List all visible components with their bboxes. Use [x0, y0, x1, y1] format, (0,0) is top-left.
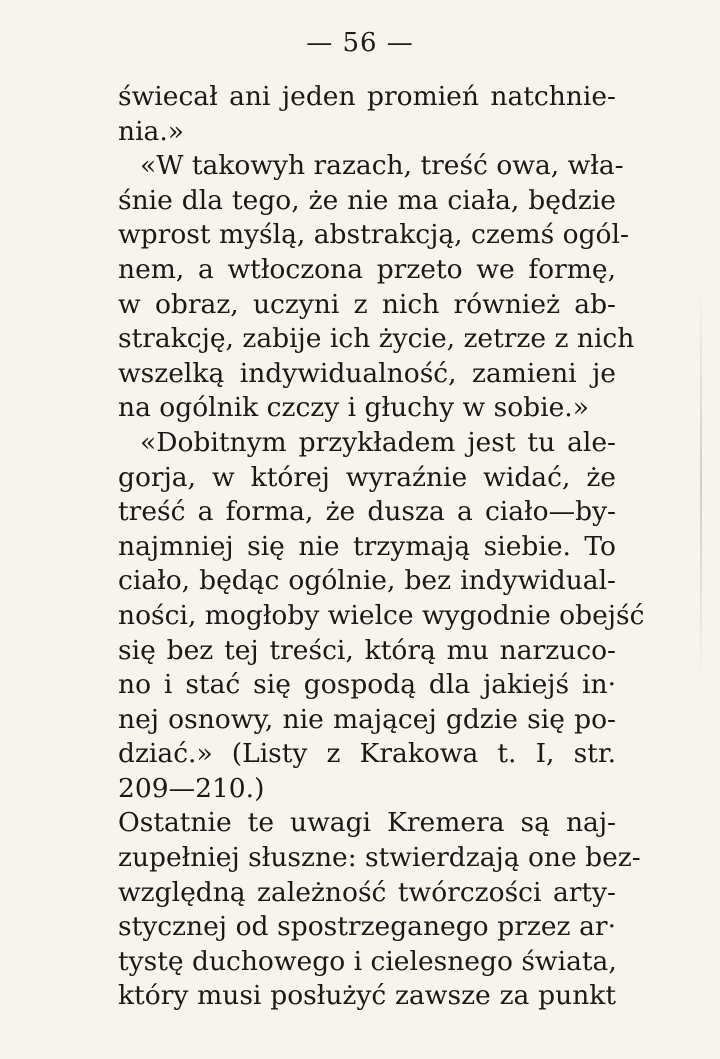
text-line: nia.»	[118, 115, 184, 147]
text-line: wszelką indywidualność, zamieni je	[118, 357, 616, 389]
text-line: tystę duchowego i cielesnego świata,	[118, 945, 617, 977]
text-line: gorja, w której wyraźnie widać, że	[118, 461, 616, 493]
text-line: na ogólnik czczy i głuchy w sobie.»	[118, 392, 589, 424]
text-line: ności, mogłoby wielce wygodnie obejść	[118, 599, 645, 631]
text-line: najmniej się nie trzymają siebie. To	[118, 530, 616, 562]
text-line: nem, a wtłoczona przeto we formę,	[118, 253, 616, 285]
text-line: śnie dla tego, że nie ma ciała, będzie	[118, 184, 616, 216]
text-line: w obraz, uczyni z nich również ab-	[118, 288, 616, 320]
text-line: Ostatnie te uwagi Kremera są naj-	[118, 807, 616, 839]
text-line: ciało, będąc ogólnie, bez indywidual-	[118, 565, 616, 597]
text-line: stycznej od spostrzeganego przez ar·	[118, 911, 616, 943]
text-line: świecał ani jeden promień natchnie-	[118, 81, 616, 112]
text-line: strakcję, zabije ich życie, zetrze z nich	[118, 323, 635, 355]
text-line: 209—210.)	[118, 772, 265, 804]
page-number: — 56 —	[306, 28, 414, 58]
text-line: się bez tej treści, którą mu narzuco-	[118, 634, 616, 666]
text-line: «W takowyh razach, treść owa, wła-	[140, 150, 624, 182]
text-line: który musi posłużyć zawsze za punkt	[118, 980, 616, 1012]
body-text	[118, 80, 645, 1014]
margin-shadow	[700, 285, 702, 685]
text-line: względną zależność twórczości arty-	[118, 876, 616, 908]
text-line: no i stać się gospodą dla jakiejś in·	[118, 669, 616, 701]
text-line: nej osnowy, nie mającej gdzie się po-	[118, 703, 616, 735]
text-line: treść a forma, że dusza a ciało—by-	[118, 496, 616, 528]
text-line: zupełniej słuszne: stwierdzają one bez-	[118, 842, 641, 874]
text-line: «Dobitnym przykładem jest tu ale-	[140, 426, 616, 458]
text-line: dziać.» (Listy z Krakowa t. I, str.	[118, 738, 616, 770]
text-line: wprost myślą, abstrakcją, czemś ogól-	[118, 219, 629, 251]
